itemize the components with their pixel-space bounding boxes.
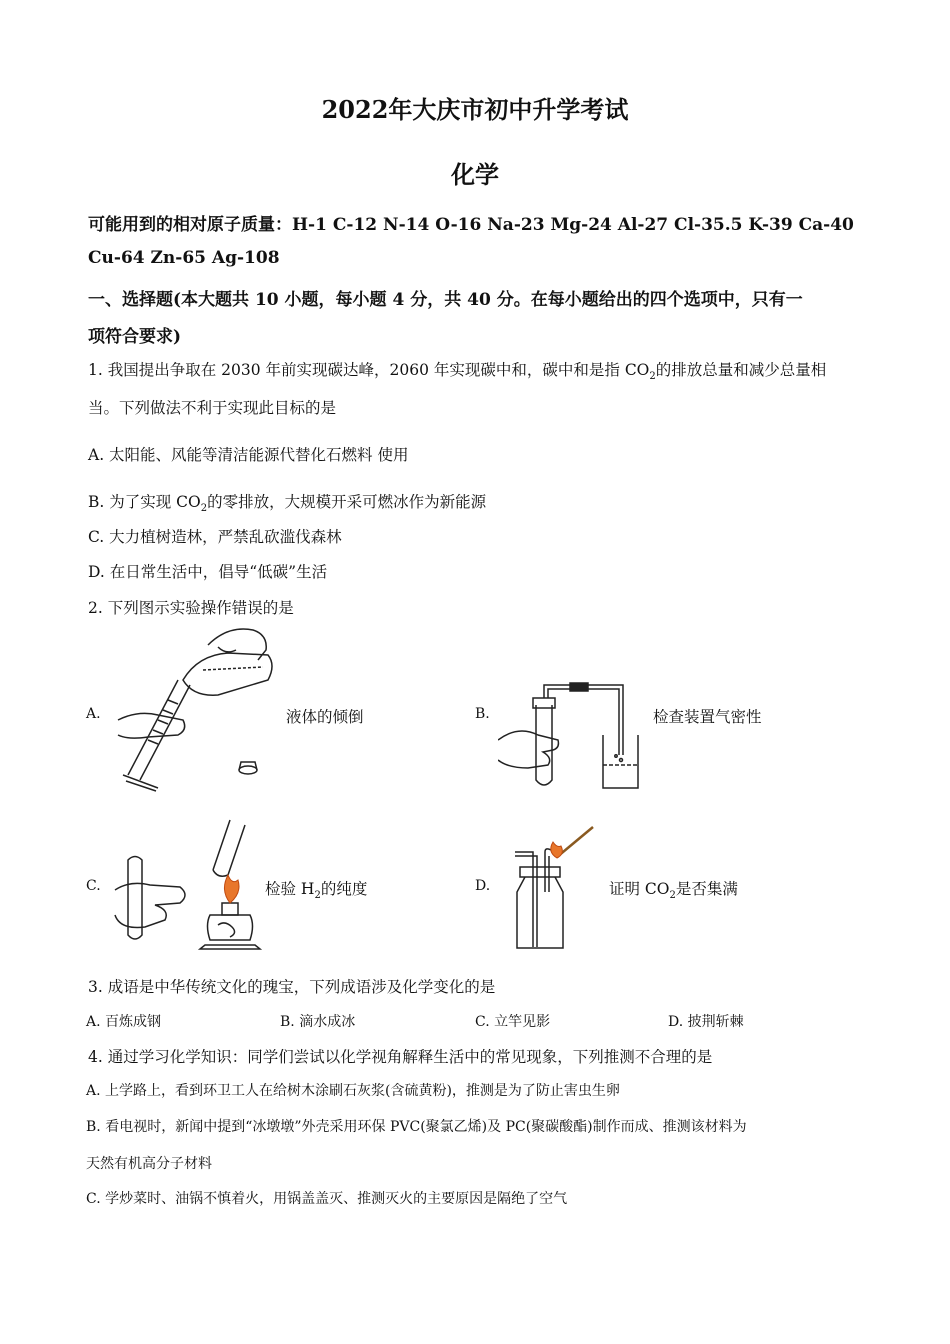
- q2-option-d-part1: 证明 CO: [609, 880, 670, 898]
- q1-option-d: D. 在日常生活中，倡导“低碳”生活: [88, 563, 328, 581]
- q4-option-a: A. 上学路上，看到环卫工人在给树木涂刷石灰浆(含硫黄粉)，推测是为了防止害虫生卵: [86, 1083, 620, 1099]
- q1-option-c: C. 大力植树造林，严禁乱砍滥伐森林: [88, 528, 342, 546]
- q3-option-c: C. 立竿见影: [475, 1014, 551, 1030]
- q2-option-d-letter: D.: [475, 878, 491, 894]
- q2-option-c-text: [265, 877, 367, 901]
- q4-option-c: C. 学炒菜时、油锅不慎着火，用锅盖盖灭、推测灭火的主要原因是隔绝了空气: [86, 1191, 568, 1207]
- q2-option-b-letter: B.: [475, 706, 490, 722]
- q2-option-c-letter: C.: [86, 878, 101, 894]
- q4-stem: 4. 通过学习化学知识：同学们尝试以化学视角解释生活中的常见现象，下列推测不合理的是: [88, 1048, 713, 1066]
- atomic-mass-line2: Cu-64 Zn-65 Ag-108: [88, 248, 280, 268]
- q1-stem-part2: 的排放总量和减少总量相: [655, 361, 827, 379]
- q4-option-b-line1: B. 看电视时，新闻中提到“冰墩墩”外壳采用环保 PVC(聚氯乙烯)及 PC(聚碳酸酯)制作而成、推测该材料为: [86, 1119, 747, 1135]
- pouring-liquid-figure: [108, 625, 278, 795]
- q3-option-b: B. 滴水成冰: [280, 1014, 356, 1030]
- q2-option-a-letter: A.: [86, 706, 101, 722]
- q1-option-b-subscript: 2: [200, 503, 208, 515]
- section-heading-line2: 项符合要求): [88, 327, 182, 347]
- q2-option-d-part2: 是否集满: [675, 880, 738, 898]
- q2-option-c-subscript: 2: [314, 890, 321, 902]
- q2-option-a-text: 液体的倾倒: [286, 708, 364, 726]
- q1-option-a: A. 太阳能、风能等清洁能源代替化石燃料 使用: [88, 446, 409, 464]
- q1-stem-line1: [88, 358, 826, 382]
- atomic-mass-line1: 可能用到的相对原子质量：H-1 C-12 N-14 O-16 Na-23 Mg-24 Al-27 Cl-35.5 K-39 Ca-40: [88, 215, 854, 235]
- co2-collection-figure: [505, 822, 605, 952]
- flame-icon: [224, 875, 239, 903]
- q2-stem: 2. 下列图示实验操作错误的是: [88, 599, 294, 617]
- q1-option-b-part1: B. 为了实现 CO: [88, 493, 201, 511]
- q1-stem-part1: 1. 我国提出争取在 2030 年前实现碳达峰，2060 年实现碳中和，碳中和是指 CO: [88, 361, 650, 379]
- q2-option-d-subscript: 2: [669, 890, 676, 902]
- q3-stem: 3. 成语是中华传统文化的瑰宝，下列成语涉及化学变化的是: [88, 978, 496, 996]
- q4-option-b-line2: 天然有机高分子材料: [86, 1156, 212, 1172]
- q2-option-d-text: [609, 877, 738, 901]
- section-heading-line1: 一、选择题(本大题共 10 小题，每小题 4 分，共 40 分。在每小题给出的四个选项中，只有一: [88, 290, 803, 310]
- hydrogen-purity-figure: [110, 815, 270, 955]
- q3-option-a: A. 百炼成钢: [86, 1014, 162, 1030]
- subject-title: 化学: [451, 160, 499, 189]
- q2-option-c-part2: 的纯度: [320, 880, 368, 898]
- airtightness-check-figure: [498, 680, 648, 795]
- q1-option-b-part2: 的零排放，大规模开采可燃冰作为新能源: [207, 493, 487, 511]
- q2-option-b-text: 检查装置气密性: [653, 708, 762, 726]
- q1-stem-subscript: 2: [649, 371, 656, 383]
- q1-option-b: [88, 490, 486, 514]
- page-title: 2022年大庆市初中升学考试: [321, 95, 629, 124]
- q3-option-d: D. 披荆斩棘: [668, 1014, 744, 1030]
- flame-icon: [551, 842, 563, 858]
- q1-stem-line2: 当。下列做法不利于实现此目标的是: [88, 399, 337, 417]
- q2-option-c-part1: 检验 H: [265, 880, 315, 898]
